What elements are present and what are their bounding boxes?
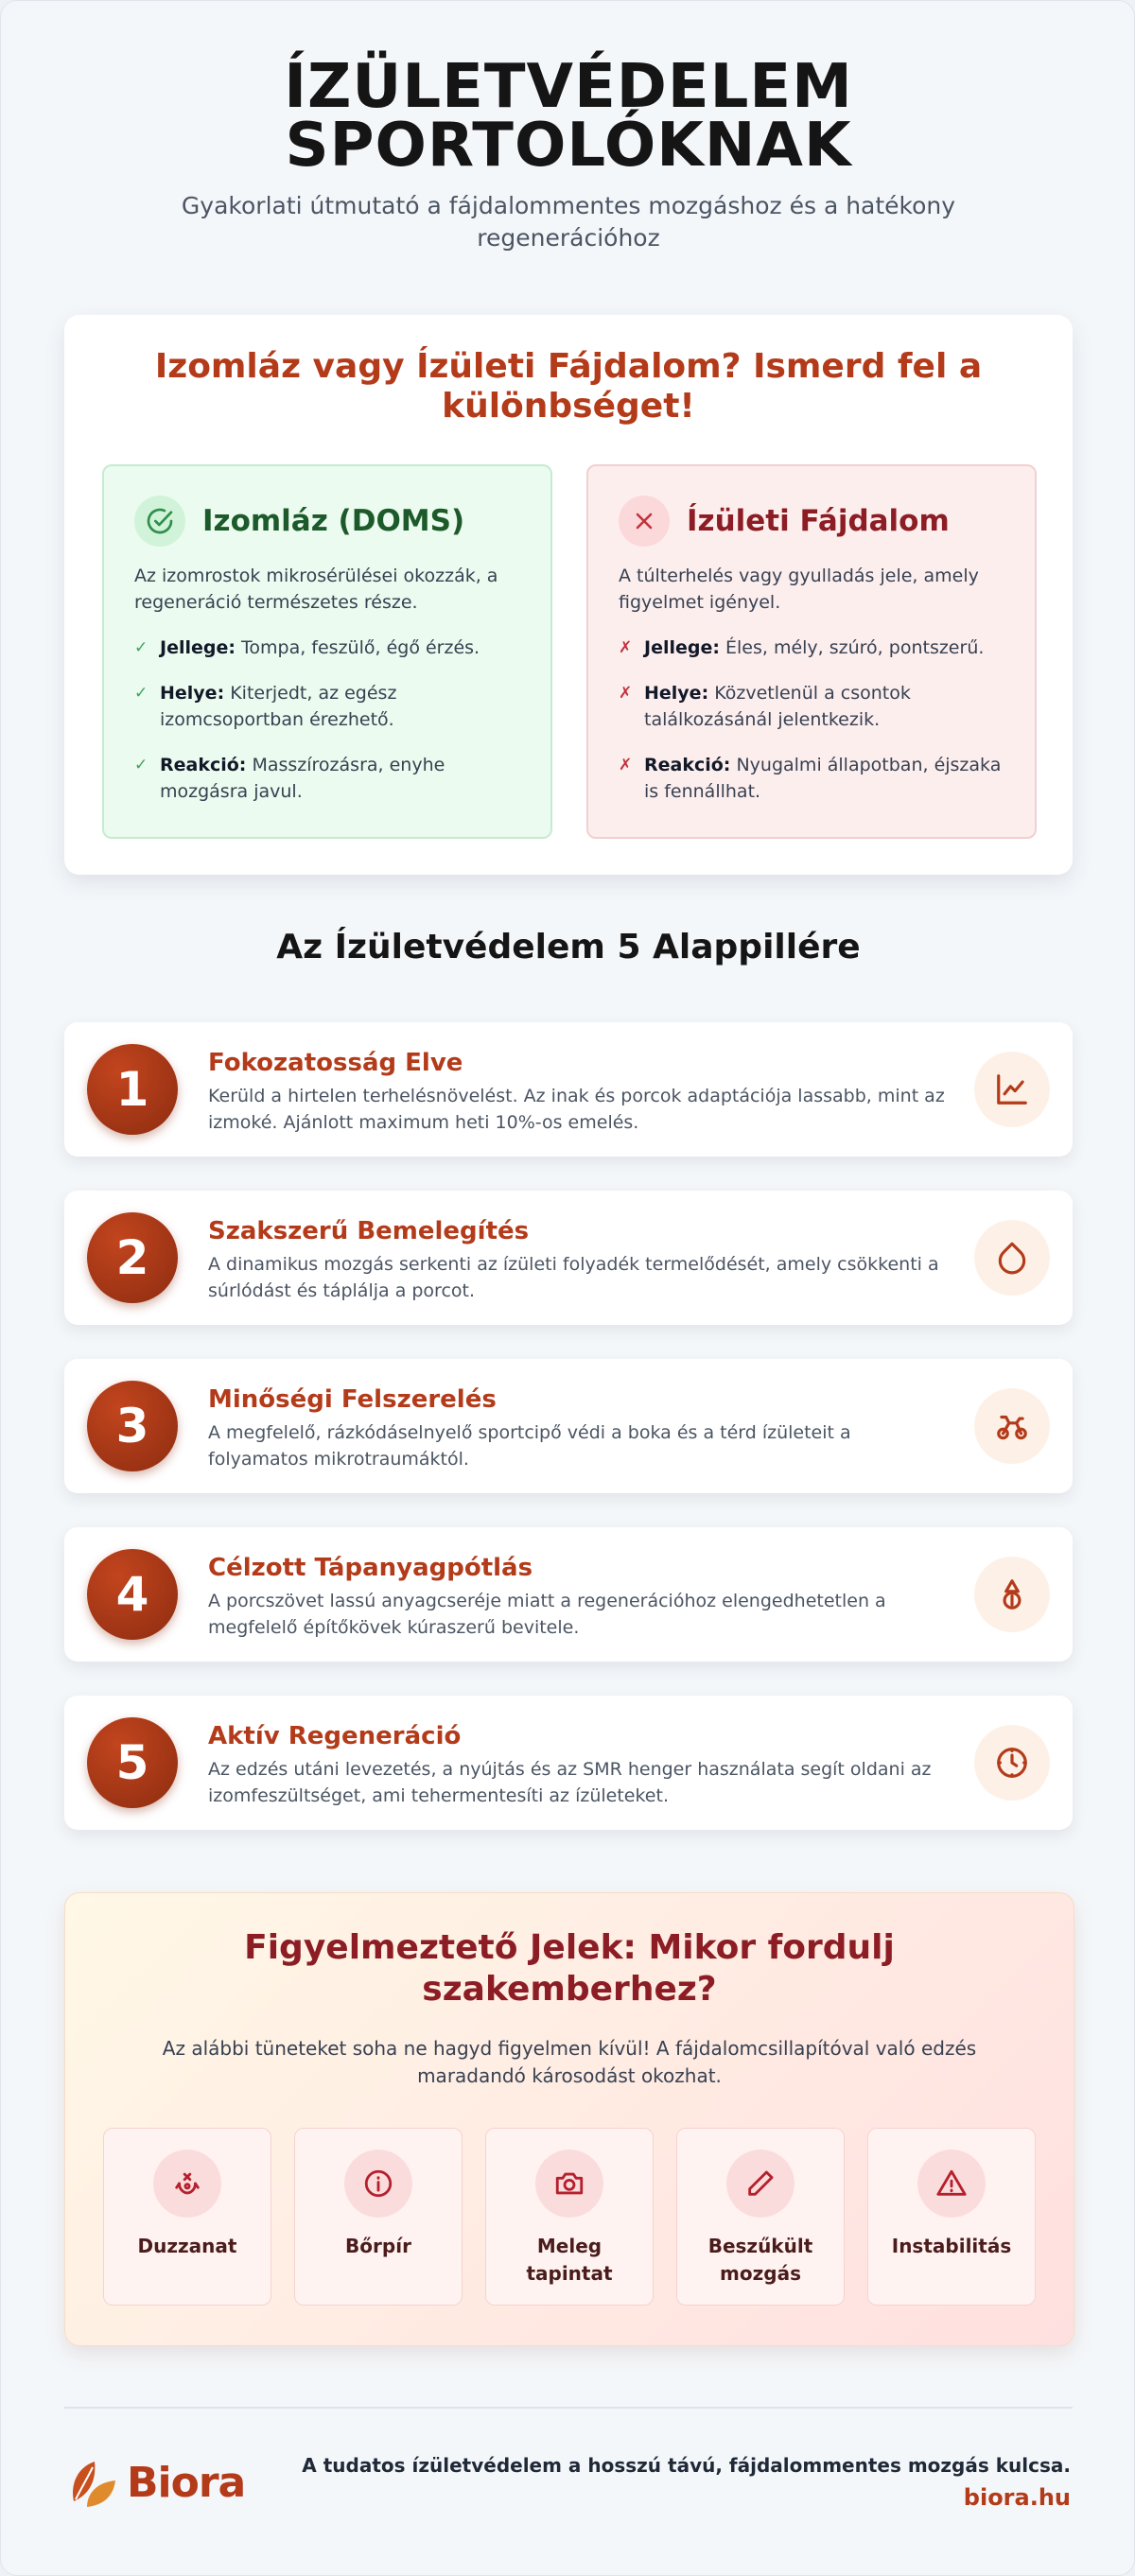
comparison-card <box>64 315 1073 875</box>
pillar-description: A porcszövet lassú anyagcseréje miatt a regenerációhoz elengedhetetlen a megfelelő építőkövek kúraszerű bevitele. <box>208 1591 886 1638</box>
joint-pain-title: Ízületi Fájdalom <box>687 504 950 538</box>
list-item: ✗ Jellege: Éles, mély, szúró, pontszerű. <box>619 635 1016 661</box>
comparison-title: Izomláz vagy Ízületi Fájdalom? Ismerd fel a különbséget! <box>154 347 983 426</box>
warning-description: Az alábbi tüneteket soha ne hagyd figyelmen kívül! A fájdalomcsillapítóval való edzés maradandó károsodást okozhat. <box>162 2037 977 2087</box>
brand-logo <box>64 2454 245 2511</box>
pillar-number: 5 <box>87 1717 178 1808</box>
footer-divider <box>64 2407 1073 2409</box>
check-icon: ✓ <box>134 756 148 775</box>
warning-sign <box>676 2128 845 2306</box>
warning-sign <box>294 2128 463 2306</box>
pillar-title: Aktív Regeneráció <box>208 1722 462 1750</box>
warning-sign <box>867 2128 1036 2306</box>
pillar-title: Célzott Tápanyagpótlás <box>208 1554 533 1582</box>
camera-icon <box>535 2150 603 2218</box>
pillar-card <box>64 1022 1073 1157</box>
pillar-number: 2 <box>87 1212 178 1303</box>
pillar-card <box>64 1191 1073 1325</box>
warning-card <box>64 1892 1074 2346</box>
timer-icon <box>974 1725 1050 1801</box>
pillar-card <box>64 1527 1073 1662</box>
pillar-card <box>64 1696 1073 1830</box>
list-item: ✓ Helye: Kiterjedt, az egész izomcsoportban érezhető. <box>134 680 532 733</box>
joint-pain-panel <box>586 464 1037 839</box>
list-item: ✗ Helye: Közvetlenül a csontok találkozásánál jelentkezik. <box>619 680 1016 733</box>
pillar-number: 4 <box>87 1549 178 1640</box>
joint-pain-list <box>619 635 1016 824</box>
cross-icon: ✗ <box>619 638 633 657</box>
check-icon: ✓ <box>134 684 148 703</box>
pillar-number: 3 <box>87 1381 178 1471</box>
warning-sign <box>103 2128 271 2306</box>
cross-icon: ✗ <box>619 684 633 703</box>
title-line-1: ÍZÜLETVÉDELEM <box>284 52 853 122</box>
info-icon <box>344 2150 412 2218</box>
pencil-icon <box>726 2150 794 2218</box>
joint-pain-description: A túlterhelés vagy gyulladás jele, amely figyelmet igényel. <box>619 566 979 613</box>
warning-sign-label: Instabilitás <box>891 2235 1012 2257</box>
cross-icon: ✗ <box>619 756 633 775</box>
doms-title: Izomláz (DOMS) <box>202 504 465 538</box>
doms-list <box>134 635 532 824</box>
pillar-number: 1 <box>87 1044 178 1135</box>
leaf-logo-icon <box>64 2454 121 2511</box>
pillar-card <box>64 1359 1073 1493</box>
doms-panel <box>102 464 552 839</box>
chart-line-icon <box>974 1052 1050 1127</box>
footer-site-link[interactable]: biora.hu <box>963 2484 1071 2511</box>
warning-sign-label: Meleg tapintat <box>526 2235 613 2285</box>
footer-tagline: A tudatos ízületvédelem a hosszú távú, fájdalommentes mozgás kulcsa. <box>302 2454 1071 2477</box>
warning-triangle-icon <box>917 2150 986 2218</box>
page-subtitle: Gyakorlati útmutató a fájdalommentes mozgáshoz és a hatékony regenerációhoz <box>181 192 956 252</box>
bike-icon <box>974 1388 1050 1464</box>
pillars-title: Az Ízületvédelem 5 Alappillére <box>276 928 861 966</box>
warning-sign-label: Duzzanat <box>137 2235 237 2257</box>
check-circle-icon <box>134 496 185 547</box>
list-item: ✓ Jellege: Tompa, feszülő, égő érzés. <box>134 635 532 661</box>
warning-sign-label: Bőrpír <box>345 2235 411 2257</box>
list-item: ✗ Reakció: Nyugalmi állapotban, éjszaka is fennállhat. <box>619 752 1016 805</box>
brand-name: Biora <box>127 2458 246 2507</box>
pillar-title: Fokozatosság Elve <box>208 1049 463 1077</box>
x-icon <box>619 496 670 547</box>
pillar-title: Minőségi Felszerelés <box>208 1385 497 1414</box>
check-icon: ✓ <box>134 638 148 657</box>
nutrition-icon <box>974 1557 1050 1632</box>
swelling-icon <box>153 2150 221 2218</box>
warning-sign-label: Beszűkült mozgás <box>707 2235 813 2285</box>
page-title <box>1 52 1135 181</box>
doms-description: Az izomrostok mikrosérülései okozzák, a regeneráció természetes része. <box>134 566 498 613</box>
pillar-description: Az edzés utáni levezetés, a nyújtás és az SMR henger használata segít oldani az izomfeszültséget, ami tehermentesíti az ízületeket. <box>208 1759 932 1806</box>
list-item: ✓ Reakció: Masszírozásra, enyhe mozgásra javul. <box>134 752 532 805</box>
pillar-description: A dinamikus mozgás serkenti az ízületi folyadék termelődését, amely csökkenti a súrlódást és táplálja a porcot. <box>208 1254 939 1301</box>
droplet-icon <box>974 1220 1050 1296</box>
pillar-description: A megfelelő, rázkódáselnyelő sportcipő védi a boka és a térd ízületeit a folyamatos mikrotraumáktól. <box>208 1422 851 1470</box>
warning-sign <box>485 2128 654 2306</box>
pillar-description: Kerüld a hirtelen terhelésnövelést. Az inak és porcok adaptációja lassabb, mint az izmoké. Ajánlott maximum heti 10%-os emelés. <box>208 1086 945 1133</box>
warning-title: Figyelmeztető Jelek: Mikor fordulj szakemberhez? <box>244 1928 895 2009</box>
title-line-2: SPORTOLÓKNAK <box>285 111 852 181</box>
pillar-title: Szakszerű Bemelegítés <box>208 1217 530 1245</box>
